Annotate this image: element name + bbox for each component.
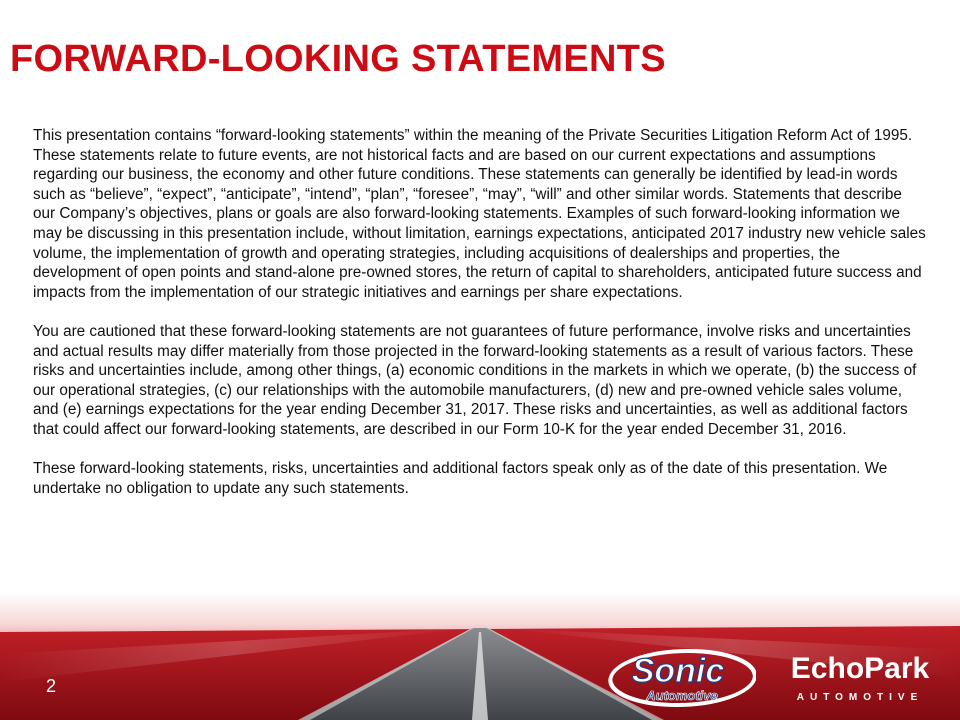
paragraph-obligation: These forward-looking statements, risks, uncertainties and additional factors speak only as of the date of this presentation. We undertake no obligation to update any such statements. <box>33 460 888 497</box>
echopark-automotive-logo <box>780 650 940 706</box>
sonic-automotive-logo <box>608 648 756 708</box>
statement-body <box>33 126 928 518</box>
paragraph-intro: This presentation contains “forward-looking statements” within the meaning of the Private Securities Litigation Reform Act of 1995. These statements relate to future events, are not historical facts and are based on our current expectations and assumptions regarding our business, the economy and other future conditions. These statements can generally be identified by lead-in words such as “believe”, “expect”, “anticipate”, “intend”, “plan”, “foresee”, “may”, “will” and other similar words. Statements that describe our Company’s objectives, plans or goals are also forward-looking statements. Examples of such forward-looking information we may be discussing in this presentation include, without limitation, earnings expectations, anticipated 2017 industry new vehicle sales volume, the implementation of growth and operating strategies, including acquisitions of dealerships and properties, the development of open points and stand-alone pre-owned stores, the return of capital to shareholders, anticipated future success and impacts from the implementation of our strategic initiatives and earnings per share expectations. <box>33 127 926 301</box>
sonic-logo-subtitle: Automotive <box>646 688 718 703</box>
sonic-logo-wordmark: Sonic <box>631 652 725 690</box>
paragraph-cautions: You are cautioned that these forward-looking statements are not guarantees of future performance, involve risks and uncertainties and actual results may differ materially from those projected in the forward-looking statements as a result of various factors. These risks and uncertainties include, among other things, (a) economic conditions in the markets in which we operate, (b) the success of our operational strategies, (c) our relationships with the automobile manufacturers, (d) new and pre-owned vehicle sales volume, and (e) earnings expectations for the year ending December 31, 2017. These risks and uncertainties, as well as additional factors that could affect our forward-looking statements, are described in our Form 10-K for the year ended December 31, 2016. <box>33 322 917 438</box>
echopark-logo-subtitle: AUTOMOTIVE <box>796 692 924 703</box>
slide-title: FORWARD-LOOKING STATEMENTS <box>10 38 666 80</box>
echopark-logo-wordmark: EchoPark <box>790 652 930 685</box>
page-number: 2 <box>46 676 57 696</box>
